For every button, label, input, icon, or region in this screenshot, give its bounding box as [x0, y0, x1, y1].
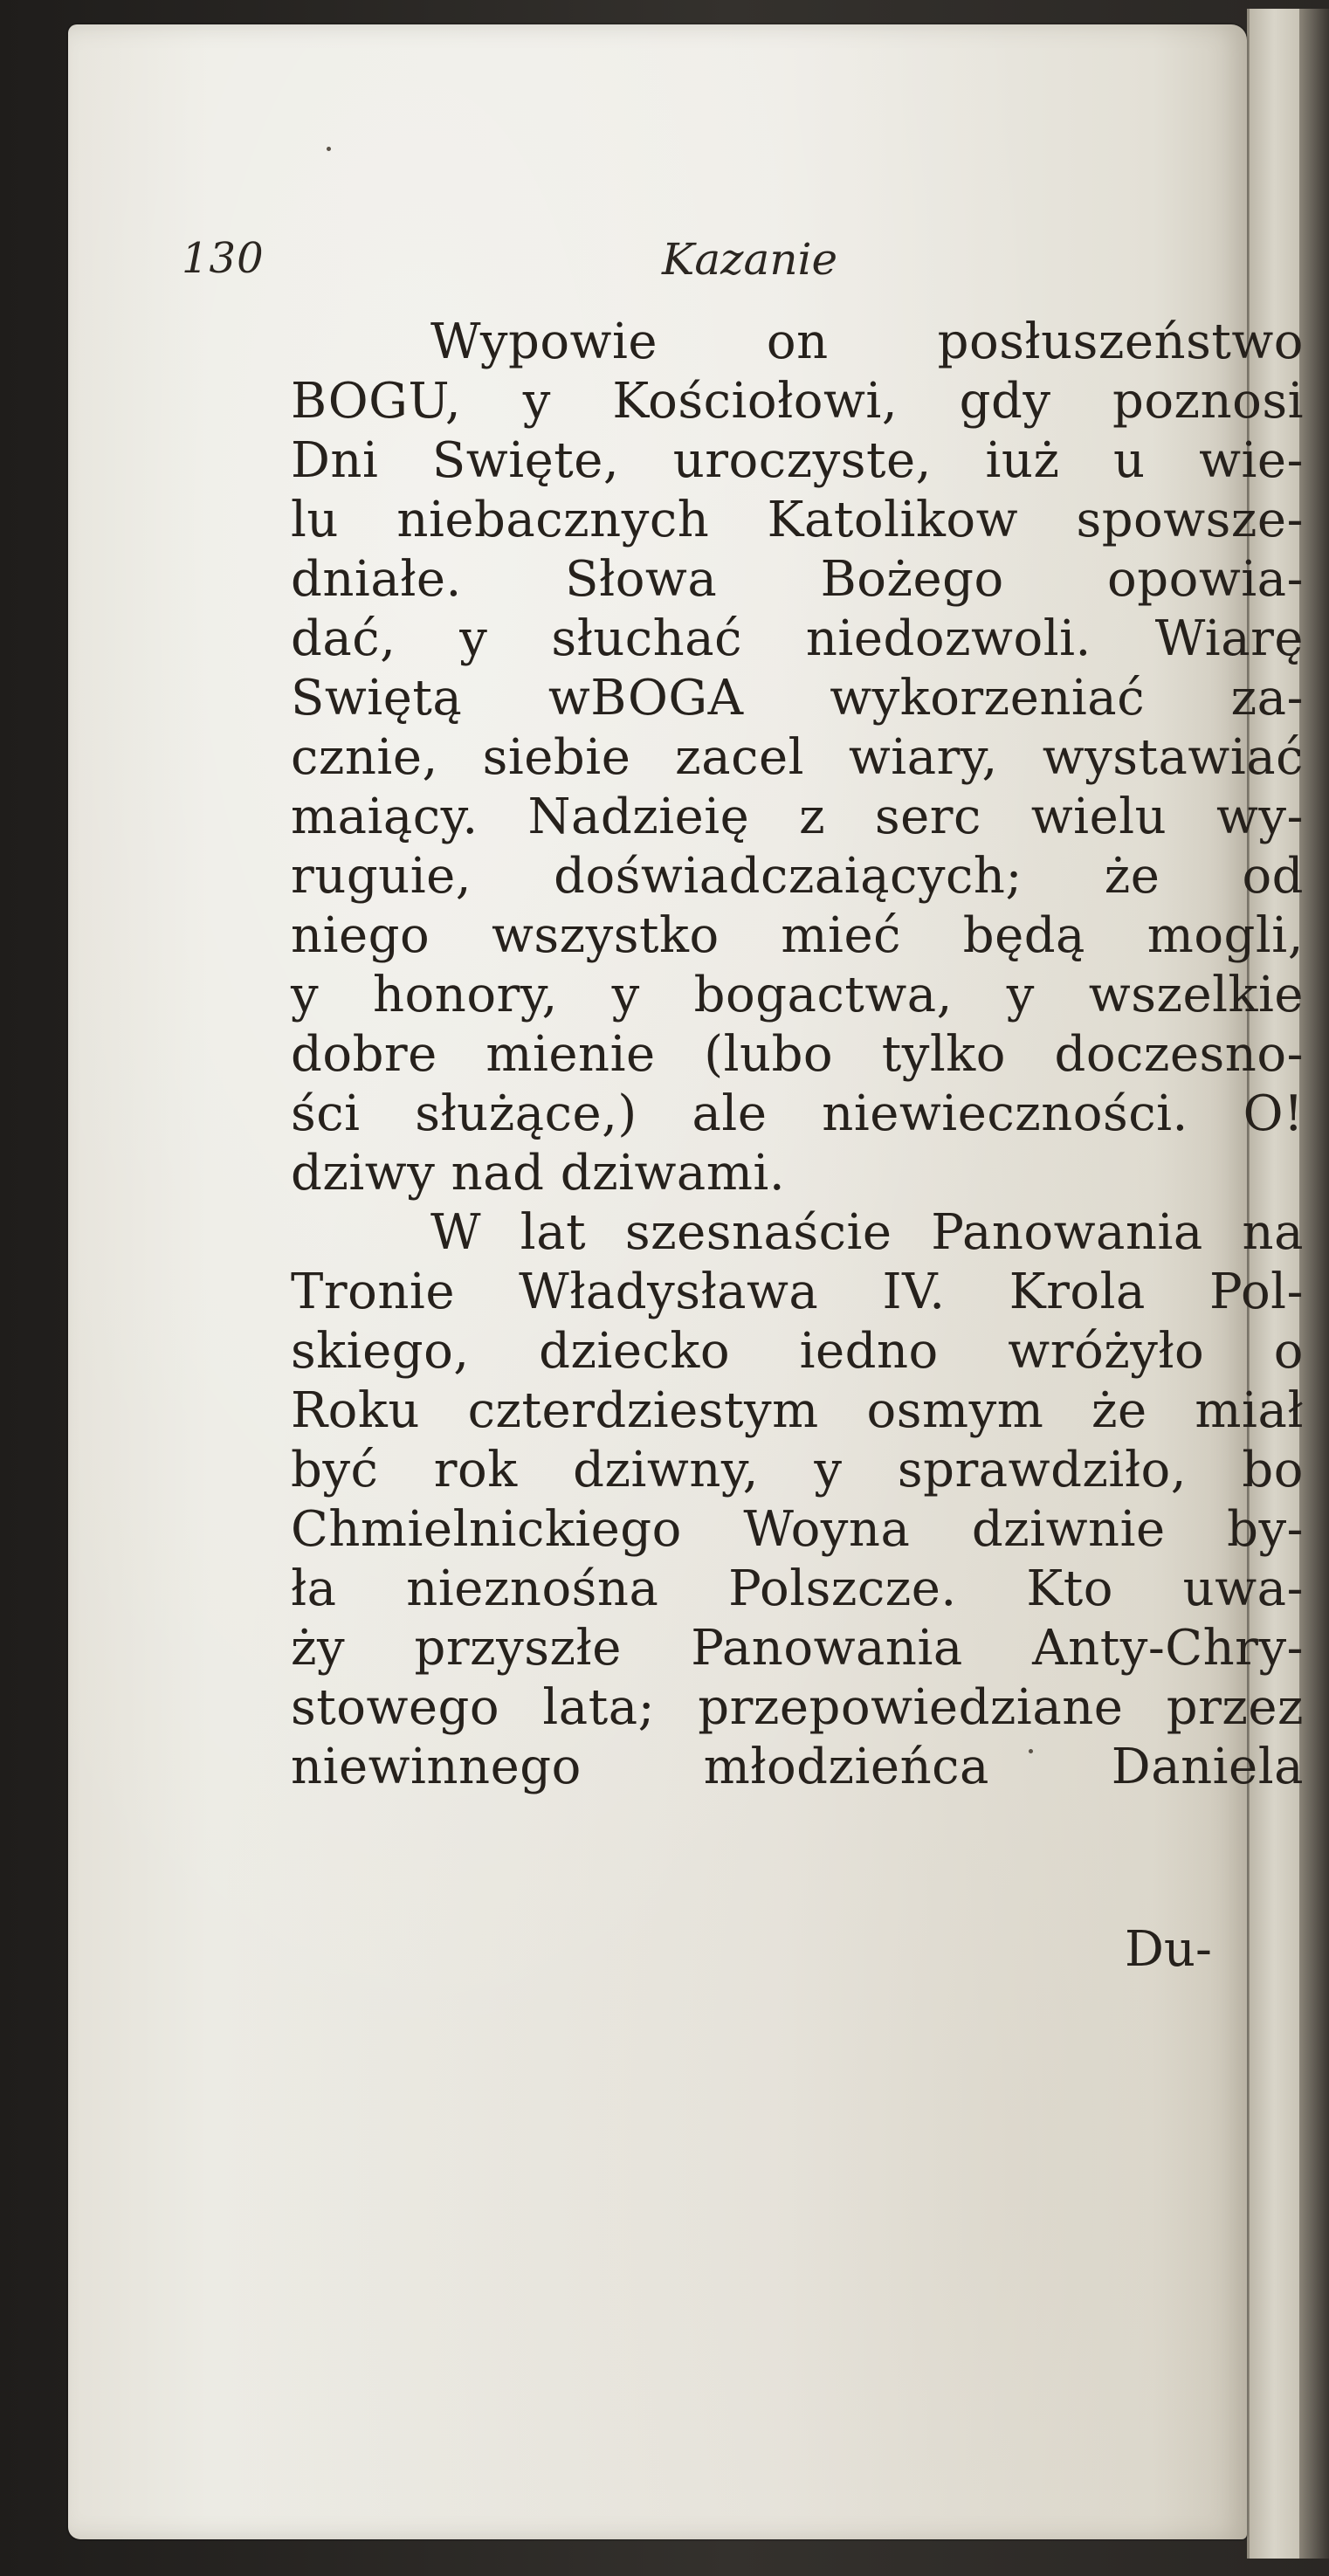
- text-line: dobre mienie (lubo tylko doczesno-: [291, 1026, 1304, 1083]
- text-line: Dni Swięte, uroczyste, iuż u wie-: [291, 432, 1304, 489]
- book-page: [68, 24, 1304, 2539]
- text-line: dać, y słuchać niedozwoli. Wiarę: [291, 610, 1304, 667]
- body-text: [291, 313, 1304, 1797]
- text-line: Roku czterdziestym osmym że miał: [291, 1382, 1304, 1439]
- text-line: być rok dziwny, y sprawdziło, bo: [291, 1442, 1304, 1498]
- text-line: ży przyszłe Panowania Anty-Chry-: [291, 1620, 1304, 1677]
- text-line: dziwy nad dziwami.: [291, 1145, 786, 1202]
- text-line: Chmielnickiego Woyna dziwnie by-: [291, 1501, 1304, 1558]
- text-line: Tronie Władysława IV. Krola Pol-: [291, 1264, 1304, 1320]
- paper-speck: [327, 147, 331, 151]
- text-line: niego wszystko mieć będą mogli,: [291, 907, 1304, 964]
- text-line: cznie, siebie zacel wiary, wystawiać: [291, 729, 1304, 786]
- text-line: ruguie, doświadczaiących; że od: [291, 848, 1304, 905]
- catchword: Du-: [1125, 1921, 1212, 1978]
- page-number: 130: [182, 234, 265, 283]
- book-binding-edge: [1299, 9, 1329, 2559]
- text-line: dniałe. Słowa Bożego opowia-: [291, 551, 1304, 608]
- text-line: lu niebacznych Katolikow spowsze-: [291, 492, 1304, 548]
- running-head: Kazanie: [662, 234, 838, 285]
- text-line: skiego, dziecko iedno wróżyło o: [291, 1323, 1304, 1380]
- text-line: y honory, y bogactwa, y wszelkie: [291, 967, 1304, 1023]
- text-line: Wypowie on posłuszeństwo: [430, 313, 1304, 370]
- text-line: stowego lata; przepowiedziane przez: [291, 1679, 1304, 1736]
- text-line: BOGU, y Kościołowi, gdy poznosi: [291, 373, 1304, 430]
- text-line: Swiętą wBOGA wykorzeniać za-: [291, 670, 1304, 727]
- text-line: niewinnego młodzieńca Daniela: [291, 1739, 1304, 1795]
- text-line: ła nieznośna Polszcze. Kto uwa-: [291, 1560, 1304, 1617]
- text-line: maiący. Nadzieię z serc wielu wy-: [291, 789, 1304, 845]
- text-line: ści służące,) ale niewieczności. O!: [291, 1085, 1304, 1142]
- page-header: [68, 234, 1247, 295]
- text-line: W lat szesnaście Panowania na: [430, 1204, 1304, 1261]
